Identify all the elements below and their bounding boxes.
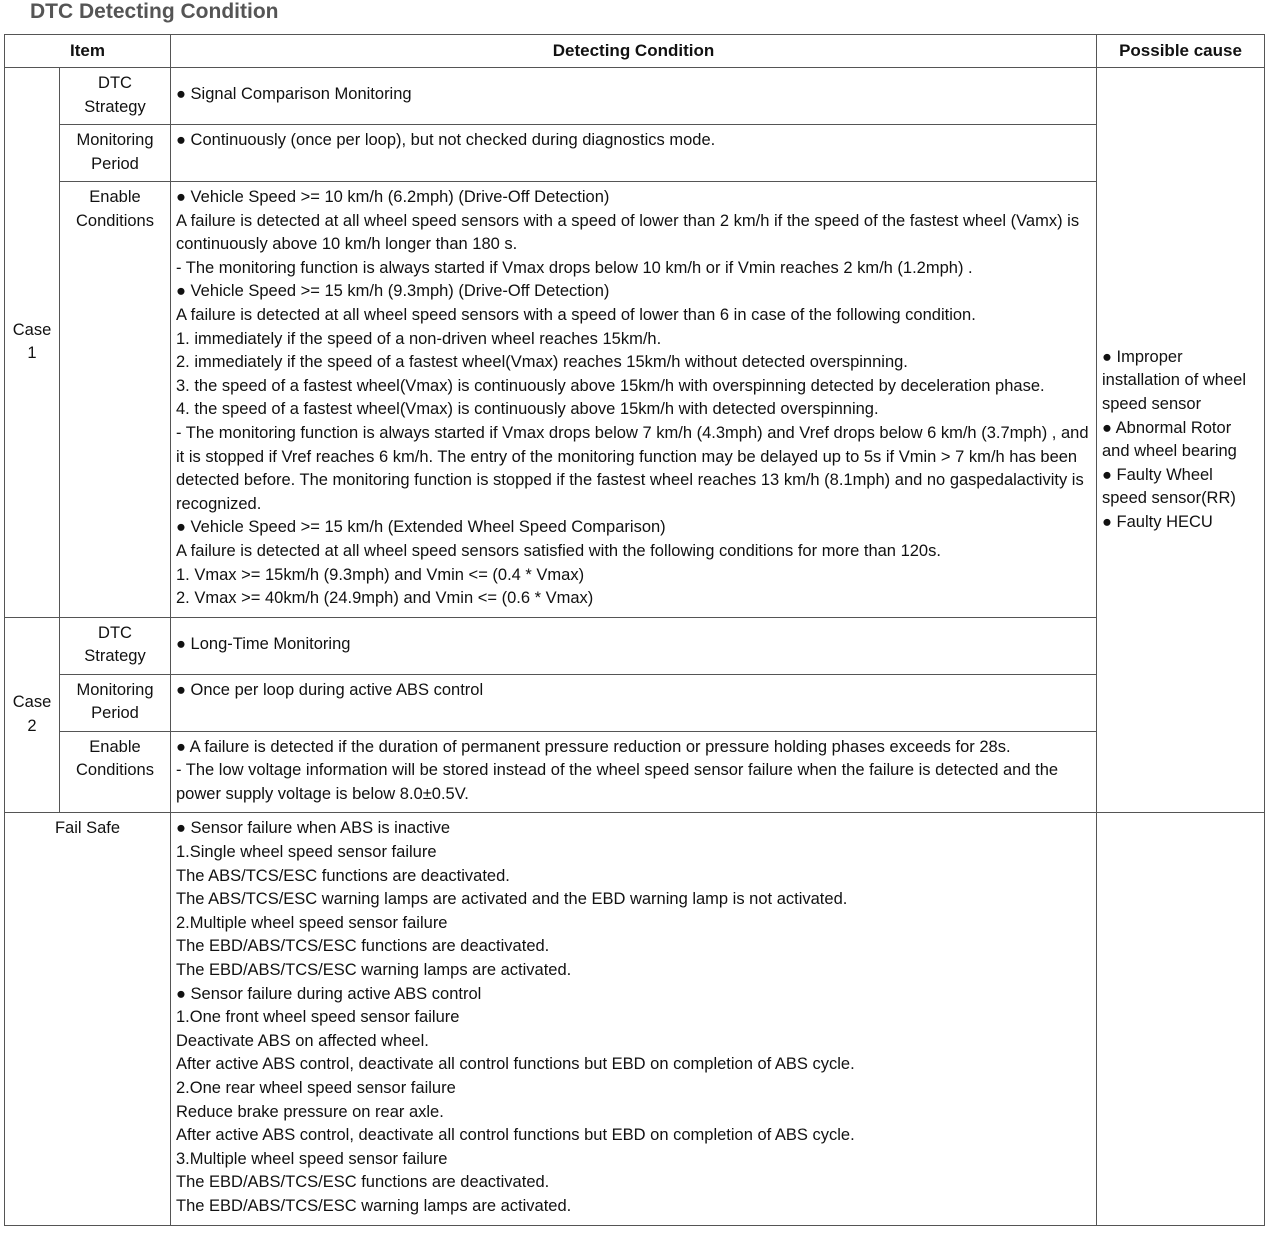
text-line: The ABS/TCS/ESC functions are deactivated. bbox=[176, 866, 510, 885]
case1-enable-row bbox=[5, 182, 1265, 618]
text-line: ● Signal Comparison Monitoring bbox=[176, 85, 412, 103]
case2-enable-cell bbox=[171, 731, 1097, 813]
text-line: 3.Multiple wheel speed sensor failure bbox=[176, 1149, 448, 1168]
text-line: The EBD/ABS/TCS/ESC warning lamps are activated. bbox=[176, 961, 572, 980]
text-line: A failure is detected at all wheel speed sensors with a speed of lower than 2 km/h if the speed of the fastest wheel (Vamx) is continuously above 10 km/h longer than 180 s. bbox=[176, 211, 1080, 254]
text-line: After active ABS control, deactivate all control functions but EBD on completion of ABS cycle. bbox=[176, 1126, 855, 1145]
text-line: The EBD/ABS/TCS/ESC functions are deactivated. bbox=[176, 1173, 550, 1192]
text-line: The EBD/ABS/TCS/ESC warning lamps are activated. bbox=[176, 1196, 572, 1215]
case1-enable-label: Enable Conditions bbox=[60, 182, 171, 618]
case1-enable-cell bbox=[171, 182, 1097, 618]
case2-enable-label: Enable Conditions bbox=[60, 731, 171, 813]
failsafe-cause-empty bbox=[1097, 813, 1265, 1225]
text-line: 2.Multiple wheel speed sensor failure bbox=[176, 913, 448, 932]
text-line: 1. Vmax >= 15km/h (9.3mph) and Vmin <= (0.4 * Vmax) bbox=[176, 565, 585, 584]
text-line: ● Improper installation of wheel speed sensor bbox=[1102, 347, 1247, 414]
text-line: 2. immediately if the speed of a fastest wheel(Vmax) reaches 15km/h without detected overspinning. bbox=[176, 353, 908, 372]
text-line: 1.One front wheel speed sensor failure bbox=[176, 1008, 460, 1027]
case2-strategy-cell bbox=[171, 617, 1097, 674]
text-line: Deactivate ABS on affected wheel. bbox=[176, 1031, 429, 1050]
text-line: ● Vehicle Speed >= 10 km/h (6.2mph) (Drive-Off Detection) bbox=[176, 188, 610, 206]
failsafe-row bbox=[5, 813, 1265, 1225]
text-line: 4. the speed of a fastest wheel(Vmax) is continuously above 15km/h with detected overspinning. bbox=[176, 400, 879, 419]
text-line: ● Once per loop during active ABS control bbox=[176, 680, 484, 699]
case2-strategy-row bbox=[5, 617, 1265, 674]
case1-strategy-label: DTC Strategy bbox=[60, 68, 171, 125]
case2-period-cell bbox=[171, 674, 1097, 731]
text-line: ● Sensor failure when ABS is inactive bbox=[176, 819, 451, 838]
case2-period-label: Monitoring Period bbox=[60, 674, 171, 731]
text-line: 1.Single wheel speed sensor failure bbox=[176, 843, 437, 862]
header-row bbox=[5, 35, 1265, 68]
case2-label: Case 2 bbox=[5, 617, 60, 813]
text-line: ● Vehicle Speed >= 15 km/h (Extended Wheel Speed Comparison) bbox=[176, 518, 666, 537]
text-line: ● Long-Time Monitoring bbox=[176, 634, 351, 653]
text-line: ● A failure is detected if the duration of permanent pressure reduction or pressure holding phases exceeds for 28s. bbox=[176, 737, 1011, 756]
text-line: Reduce brake pressure on rear axle. bbox=[176, 1102, 444, 1121]
case1-period-label: Monitoring Period bbox=[60, 125, 171, 182]
case1-strategy-cell bbox=[171, 68, 1097, 125]
header-item: Item bbox=[5, 35, 171, 68]
text-line: A failure is detected at all wheel speed sensors with a speed of lower than 6 in case of the following condition. bbox=[176, 305, 976, 324]
dtc-table bbox=[4, 34, 1265, 1226]
text-line: 3. the speed of a fastest wheel(Vmax) is continuously above 15km/h with overspinning detected by deceleration phase. bbox=[176, 376, 1045, 395]
text-line: The ABS/TCS/ESC warning lamps are activated and the EBD warning lamp is not activated. bbox=[176, 890, 848, 909]
case2-enable-row bbox=[5, 731, 1265, 813]
text-line: - The monitoring function is always started if Vmax drops below 7 km/h (4.3mph) and Vref drops below 6 km/h (3.7mph) , and it is stopped if Vref reaches 6 km/h. The entry of the monitoring function may be delayed up to 5s if Vmin > 7 km/h has been detected before. The monitoring function is stopped if the fastest wheel reaches 13 km/h (8.1mph) and no gaspedalactivity is recognized. bbox=[176, 423, 1089, 513]
text-line: A failure is detected at all wheel speed sensors satisfied with the following conditions for more than 120s. bbox=[176, 541, 941, 560]
text-line: 1. immediately if the speed of a non-driven wheel reaches 15km/h. bbox=[176, 329, 662, 348]
text-line: ● Faulty Wheel speed sensor(RR) bbox=[1102, 465, 1236, 508]
text-line: ● Abnormal Rotor and wheel bearing bbox=[1102, 418, 1237, 461]
text-line: - The monitoring function is always started if Vmax drops below 10 km/h or if Vmin reaches 2 km/h (1.2mph) . bbox=[176, 258, 973, 277]
case1-label: Case 1 bbox=[5, 68, 60, 618]
text-line: ● Vehicle Speed >= 15 km/h (9.3mph) (Drive-Off Detection) bbox=[176, 282, 610, 301]
failsafe-label: Fail Safe bbox=[5, 813, 171, 1225]
case1-period-cell bbox=[171, 125, 1097, 182]
header-condition: Detecting Condition bbox=[171, 35, 1097, 68]
failsafe-cell bbox=[171, 813, 1097, 1225]
text-line: ● Faulty HECU bbox=[1102, 513, 1213, 532]
page-title: DTC Detecting Condition bbox=[30, 0, 279, 23]
case1-strategy-row bbox=[5, 68, 1265, 125]
case2-period-row bbox=[5, 674, 1265, 731]
case2-strategy-label: DTC Strategy bbox=[60, 617, 171, 674]
text-line: The EBD/ABS/TCS/ESC functions are deactivated. bbox=[176, 937, 550, 956]
possible-cause-cell bbox=[1097, 68, 1265, 813]
text-line: 2.One rear wheel speed sensor failure bbox=[176, 1079, 456, 1097]
case1-period-row bbox=[5, 125, 1265, 182]
text-line: ● Sensor failure during active ABS control bbox=[176, 984, 482, 1003]
text-line: 2. Vmax >= 40km/h (24.9mph) and Vmin <= (0.6 * Vmax) bbox=[176, 589, 594, 608]
text-line: After active ABS control, deactivate all control functions but EBD on completion of ABS cycle. bbox=[176, 1055, 855, 1074]
header-cause: Possible cause bbox=[1097, 35, 1265, 68]
text-line: - The low voltage information will be stored instead of the wheel speed sensor failure when the failure is detected and the power supply voltage is below 8.0±0.5V. bbox=[176, 761, 1059, 803]
text-line: ● Continuously (once per loop), but not checked during diagnostics mode. bbox=[176, 131, 716, 149]
